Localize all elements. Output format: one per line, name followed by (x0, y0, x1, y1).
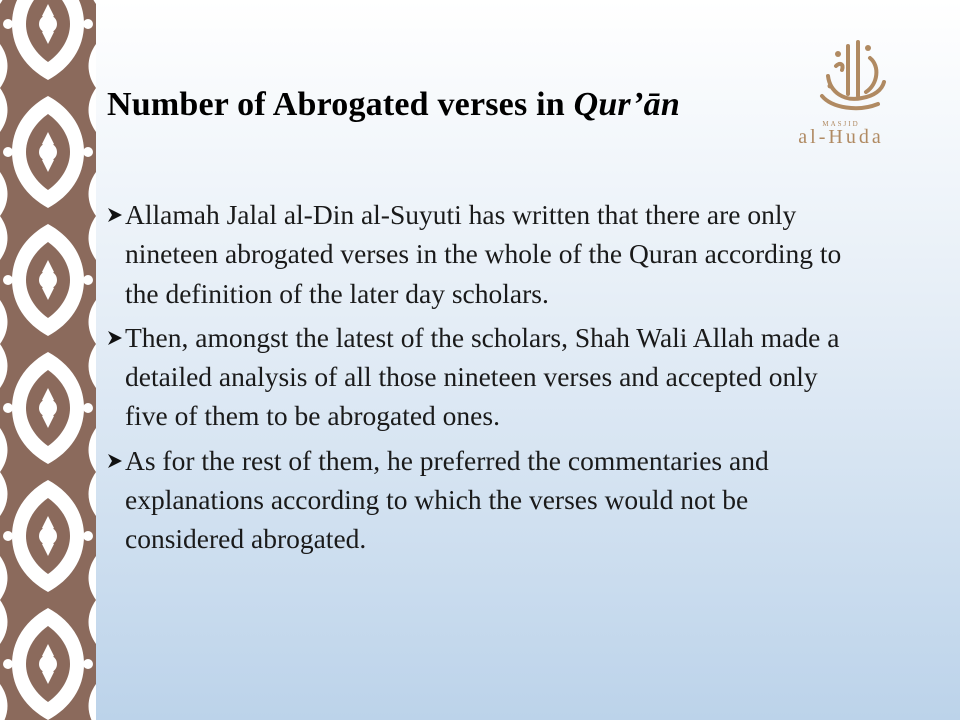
bullet-text: Allamah Jalal al-Din al-Suyuti has written that there are only nineteen abrogated verses in the whole of the Quran according to the definition of the later day scholars. (125, 199, 842, 309)
logo-name: al-Huda (798, 126, 884, 148)
arabic-calligraphy-logo-icon (808, 36, 888, 116)
masjid-al-huda-logo (776, 36, 906, 148)
arrowhead-bullet-icon (107, 207, 123, 223)
bullet-item (107, 441, 852, 559)
slide-title (107, 86, 680, 124)
bullet-text: Then, amongst the latest of the scholars, Shah Wali Allah made a detailed analysis of all those nineteen verses and accepted only five of them to be abrogated ones. (125, 321, 840, 432)
bullet-item (107, 195, 852, 313)
arabesque-pattern-icon (0, 0, 96, 720)
bullet-list (107, 195, 852, 564)
bullet-text: As for the rest of them, he preferred the commentaries and explanations according to which the verses would not be considered abrogated. (125, 444, 769, 555)
bullet-item (107, 318, 852, 436)
arrowhead-bullet-icon (107, 330, 123, 346)
arrowhead-bullet-icon (107, 453, 123, 469)
slide-title-italic: Qur’ān (573, 86, 680, 123)
decorative-border-pattern (0, 0, 96, 720)
logo-masjid-label: MASJID (822, 120, 860, 128)
slide-title-main: Number of Abrogated verses in (107, 86, 574, 123)
